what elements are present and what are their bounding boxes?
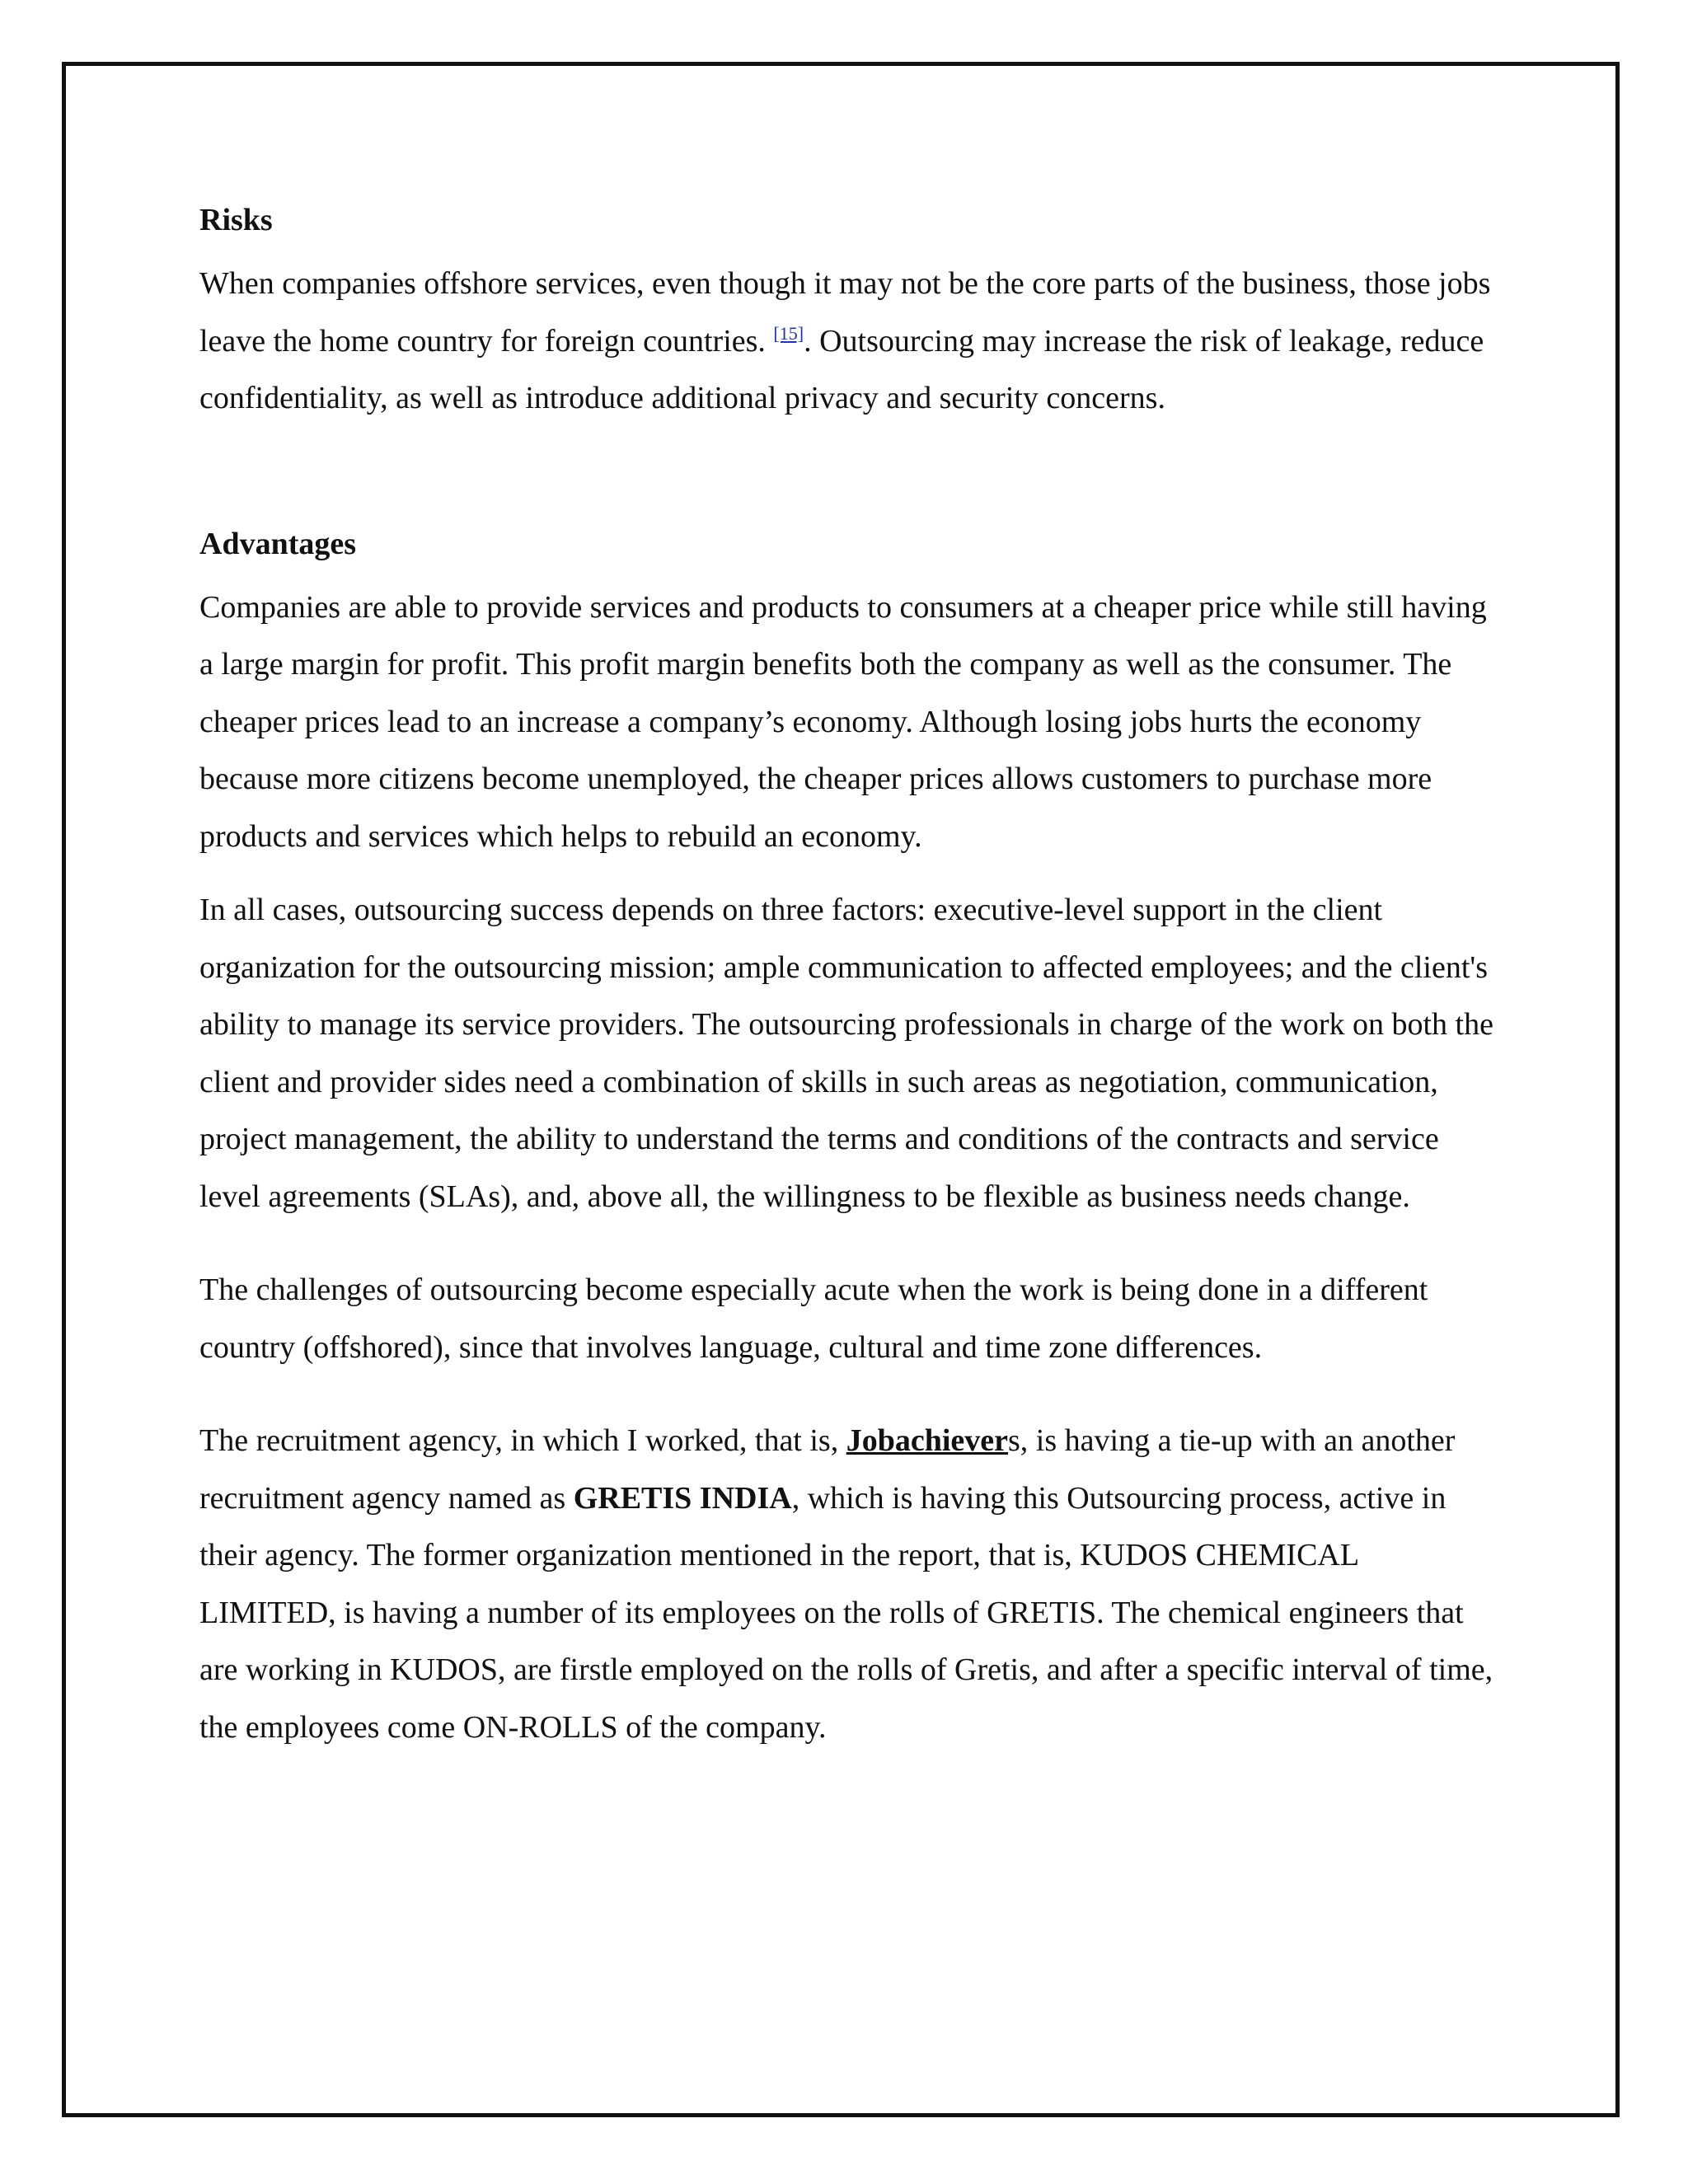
p4-text-3: , which is having this Outsourcing process, active in their agency. The former organization mentioned in the report, that is, KUDOS CHEMICAL LIMITED, is having a number of its employees on the rolls of GRETIS. The chemical engineers that are working in KUDOS, are firstle employed on the rolls of Gretis, and after a specific interval of time, the employees come ON-ROLLS of the company. — [199, 1480, 1493, 1745]
advantages-paragraph-4 — [199, 1413, 1502, 1756]
risks-heading: Risks — [199, 203, 273, 237]
risks-text-2: . Outsourcing may increase the risk of leakage, reduce confidentiality, as well as introduce additional privacy and security concerns. — [199, 323, 1484, 415]
jobachiever-name: Jobachiever — [846, 1423, 1009, 1458]
advantages-heading: Advantages — [199, 526, 357, 561]
p4-text-1: The recruitment agency, in which I worked, that is, — [199, 1423, 846, 1458]
footnote-reference-link[interactable]: [15] — [773, 322, 804, 344]
risks-text-1: When companies offshore services, even though it may not be the core parts of the business, those jobs leave the home country for foreign countries. — [199, 266, 1491, 359]
gretis-india-name: GRETIS INDIA — [573, 1480, 792, 1516]
risks-paragraph — [199, 255, 1502, 428]
p4-text-2: s, is having a tie-up with an another recruitment agency named as — [199, 1423, 1456, 1516]
advantages-paragraph-1: Companies are able to provide services and products to consumers at a cheaper price while still having a large margin for profit. This profit margin benefits both the company as well as the consumer. The cheaper prices lead to an increase a company’s economy. Although losing jobs hurts the economy because more citizens become unemployed, the cheaper prices allows customers to purchase more products and services which helps to rebuild an economy. — [199, 589, 1487, 854]
advantages-paragraph-3: The challenges of outsourcing become especially acute when the work is being done in a different country (offshored), since that involves language, cultural and time zone differences. — [199, 1272, 1428, 1365]
advantages-paragraph-2: In all cases, outsourcing success depends on three factors: executive-level support in the client organization for the outsourcing mission; ample communication to affected employees; and the client's ability to manage its service providers. The outsourcing professionals in charge of the work on both the client and provider sides need a combination of skills in such areas as negotiation, communication, project management, the ability to understand the terms and conditions of the contracts and service level agreements (SLAs), and, above all, the willingness to be flexible as business needs change. — [199, 893, 1493, 1214]
document-body — [199, 194, 1502, 1756]
